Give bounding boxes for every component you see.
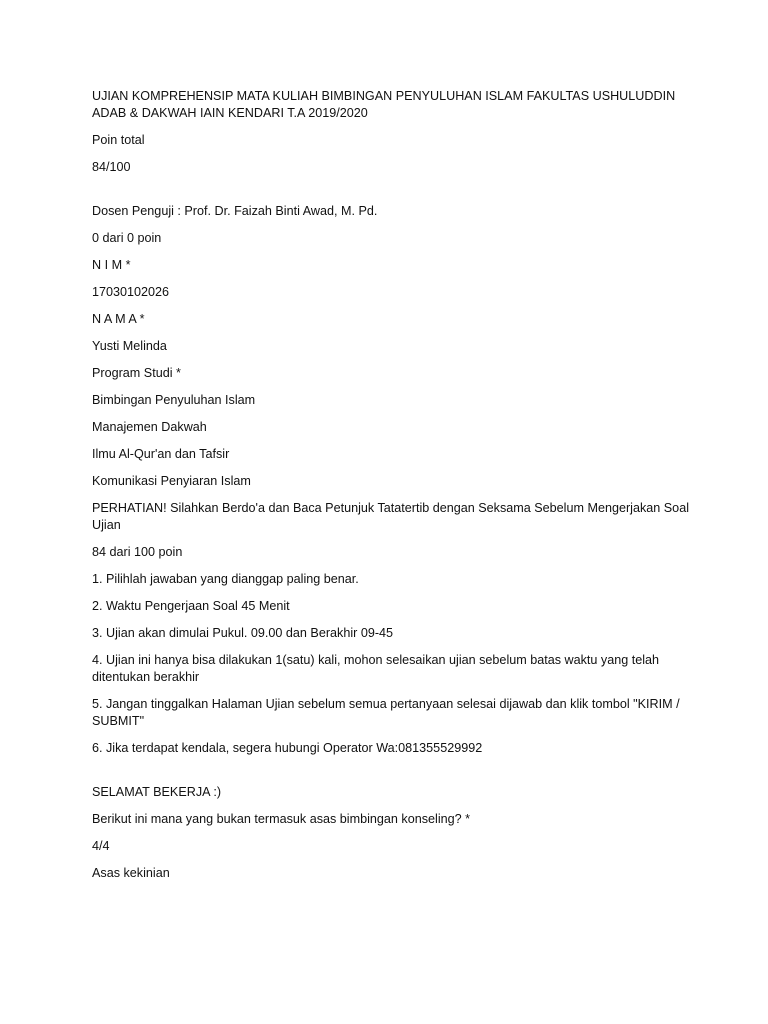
rule-item: 4. Ujian ini hanya bisa dilakukan 1(satu) kali, mohon selesaikan ujian sebelum batas waktu yang telah ditentukan berakhir <box>92 653 660 684</box>
closing-line: SELAMAT BEKERJA :) <box>92 785 222 799</box>
examiner-line: Dosen Penguji : Prof. Dr. Faizah Binti Awad, M. Pd. <box>92 204 378 218</box>
rule-item: 5. Jangan tinggalkan Halaman Ujian sebelum semua pertanyaan selesai dijawab dan klik tombol "KIRIM / SUBMIT" <box>92 697 680 728</box>
program-option: Manajemen Dakwah <box>92 420 207 434</box>
rule-item: 6. Jika terdapat kendala, segera hubungi Operator Wa:081355529992 <box>92 741 483 755</box>
spacer <box>92 767 692 784</box>
total-points-label: Poin total <box>92 133 145 147</box>
question-answer: Asas kekinian <box>92 866 170 880</box>
program-option: Komunikasi Penyiaran Islam <box>92 474 251 488</box>
notice-points: 84 dari 100 poin <box>92 545 183 559</box>
program-label: Program Studi * <box>92 366 181 380</box>
question-text: Berikut ini mana yang bukan termasuk asas bimbingan konseling? * <box>92 812 471 826</box>
notice-heading: PERHATIAN! Silahkan Berdo'a dan Baca Petunjuk Tatatertib dengan Seksama Sebelum Mengerjakan Soal Ujian <box>92 501 689 532</box>
question-score: 4/4 <box>92 839 110 853</box>
spacer <box>92 186 692 203</box>
program-option: Bimbingan Penyuluhan Islam <box>92 393 256 407</box>
nama-label: N A M A * <box>92 312 145 326</box>
document-page <box>92 88 692 892</box>
nim-value: 17030102026 <box>92 285 170 299</box>
rule-item: 3. Ujian akan dimulai Pukul. 09.00 dan Berakhir 09-45 <box>92 626 394 640</box>
document-title: UJIAN KOMPREHENSIP MATA KULIAH BIMBINGAN PENYULUHAN ISLAM FAKULTAS USHULUDDIN ADAB & DAKWAH IAIN KENDARI T.A 2019/2020 <box>92 89 676 120</box>
rule-item: 2. Waktu Pengerjaan Soal 45 Menit <box>92 599 290 613</box>
nim-label: N I M * <box>92 258 131 272</box>
program-option: Ilmu Al-Qur'an dan Tafsir <box>92 447 230 461</box>
section-points: 0 dari 0 poin <box>92 231 162 245</box>
rule-item: 1. Pilihlah jawaban yang dianggap paling benar. <box>92 572 359 586</box>
nama-value: Yusti Melinda <box>92 339 167 353</box>
total-points-value: 84/100 <box>92 160 131 174</box>
